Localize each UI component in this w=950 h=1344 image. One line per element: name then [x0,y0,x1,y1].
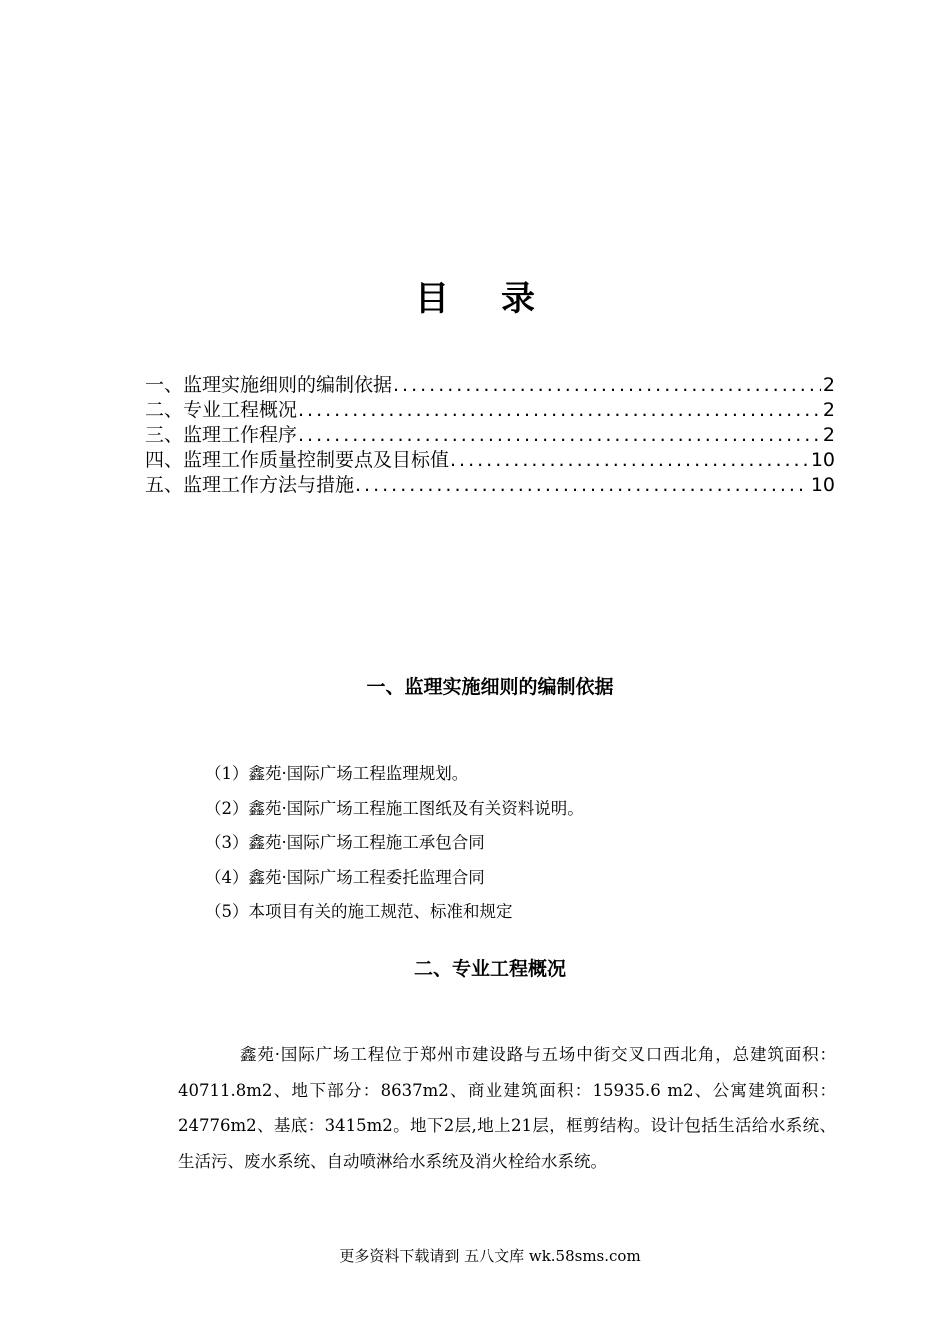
toc-entry-label: 一、监理实施细则的编制依据 [145,374,393,396]
toc-leader-dots [450,448,809,473]
toc-leader-dots [393,373,821,398]
list-item: （2）鑫苑·国际广场工程施工图纸及有关资料说明。 [205,798,584,818]
toc-leader-dots [355,473,809,498]
toc-entry[interactable] [145,373,835,398]
list-item: （4）鑫苑·国际广场工程委托监理合同 [205,867,485,887]
toc-entry-page: 2 [822,399,835,421]
toc-entry-page: 2 [822,374,835,396]
table-of-contents [145,373,835,498]
toc-entry-page: 10 [810,474,835,496]
footer-download-note: 更多资料下载请到 五八文库 wk.58sms.com [339,1247,641,1265]
basis-list [205,757,584,930]
list-item: （5）本项目有关的施工规范、标准和规定 [205,902,513,921]
toc-title: 目录 [415,279,587,319]
overview-paragraph: 鑫苑·国际广场工程位于郑州市建设路与五场中街交叉口西北角，总建筑面积：40711.8m2、地下部分：8637m2、商业建筑面积：15935.6 m2、公寓建筑面积：24776m2、基底：3415m2。地下2层,地上21层，框剪结构。设计包括生活给水系统、生活污、废水系统、自动喷淋给水系统及消火栓给水系统。 [178,1045,836,1171]
toc-entry-label: 四、监理工作质量控制要点及目标值 [145,449,450,471]
toc-entry[interactable] [145,448,835,473]
toc-entry[interactable] [145,423,835,448]
toc-entry-page: 10 [810,449,835,471]
list-item: （1）鑫苑·国际广场工程监理规划。 [205,764,469,783]
toc-leader-dots [298,423,821,448]
toc-entry-label: 三、监理工作程序 [145,424,298,446]
list-item: （3）鑫苑·国际广场工程施工承包合同 [205,833,485,852]
toc-entry-label: 五、监理工作方法与措施 [145,474,355,496]
toc-entry-label: 二、专业工程概况 [145,399,298,421]
toc-entry-page: 2 [822,424,835,446]
toc-leader-dots [298,398,821,423]
toc-entry[interactable] [145,398,835,423]
toc-entry[interactable] [145,473,835,498]
section-heading-overview: 二、专业工程概况 [413,958,566,980]
section-heading-basis: 一、监理实施细则的编制依据 [366,676,614,698]
